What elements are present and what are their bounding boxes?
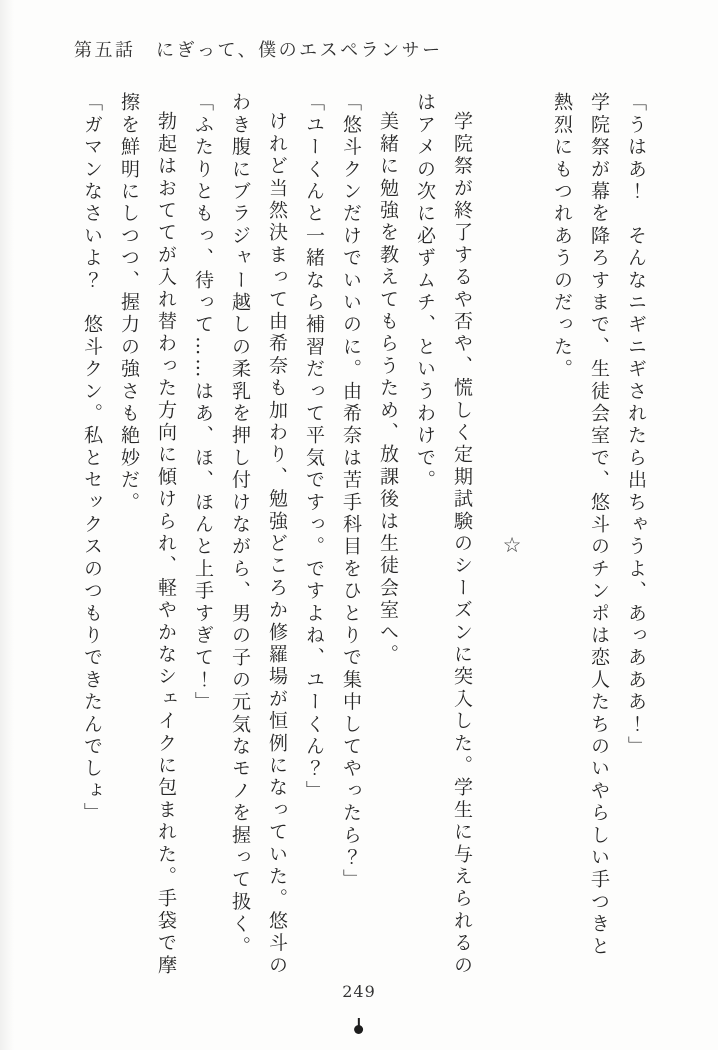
text-line: 擦を鮮明にしつつ、握力の強さも絶妙だ。 [118, 92, 140, 514]
text-line: 「ガマンなさいよ？ 悠斗クン。私とセックスのつもりできたんでしょ」 [81, 92, 103, 825]
body-text [73, 92, 654, 998]
text-line: 勃起はおててが入れ替わった方向に傾けられ、軽やかなシェイクに包まれた。手袋で摩 [155, 111, 177, 977]
text-line: 学院祭が幕を降ろすまで、生徒会室で、悠斗のチンポは恋人たちのいやらしい手つきと [588, 92, 610, 958]
text-line: 熱烈にもつれあうのだった。 [551, 92, 573, 381]
text-line: けれど当然決まって由希奈も加わり、勉強どころか修羅場が恒例になっていた。悠斗の [266, 111, 288, 977]
text-line: はアメの次に必ずムチ、というわけで。 [414, 92, 436, 492]
text-line: 学院祭が終了するや否や、慌しく定期試験のシーズンに突入した。学生に与えられるの [451, 111, 473, 977]
text-line: 「ユーくんと一緒なら補習だって平気ですっ。ですよね、ユーくん？」 [303, 92, 325, 803]
page-footer [0, 982, 718, 1001]
text-line: 「ふたりともっ、待って……はあ、ほ、ほんと上手すぎて！」 [192, 92, 214, 714]
page-number: 249 [342, 982, 376, 1001]
text-line: わき腹にブラジャー越しの柔乳を押し付けながら、男の子の元気なモノを握って扱く。 [229, 92, 251, 958]
text-line: 美緒に勉強を教えてもらうため、放課後は生徒会室へ。 [377, 111, 399, 666]
pin-dot [354, 1025, 363, 1034]
text-line: 「うはあ！ そんなニギニギされたら出ちゃうよ、あっあああ！」 [625, 92, 647, 758]
bottom-pin-mark [354, 1018, 364, 1036]
scene-break-star: ☆ [500, 533, 524, 557]
scan-edge-shading [0, 0, 14, 1050]
text-line: 「悠斗クンだけでいいのに。由希奈は苦手科目をひとりで集中してやったら？」 [340, 92, 362, 892]
chapter-title: 第五話 にぎって、僕のエスペランサー [74, 40, 443, 61]
